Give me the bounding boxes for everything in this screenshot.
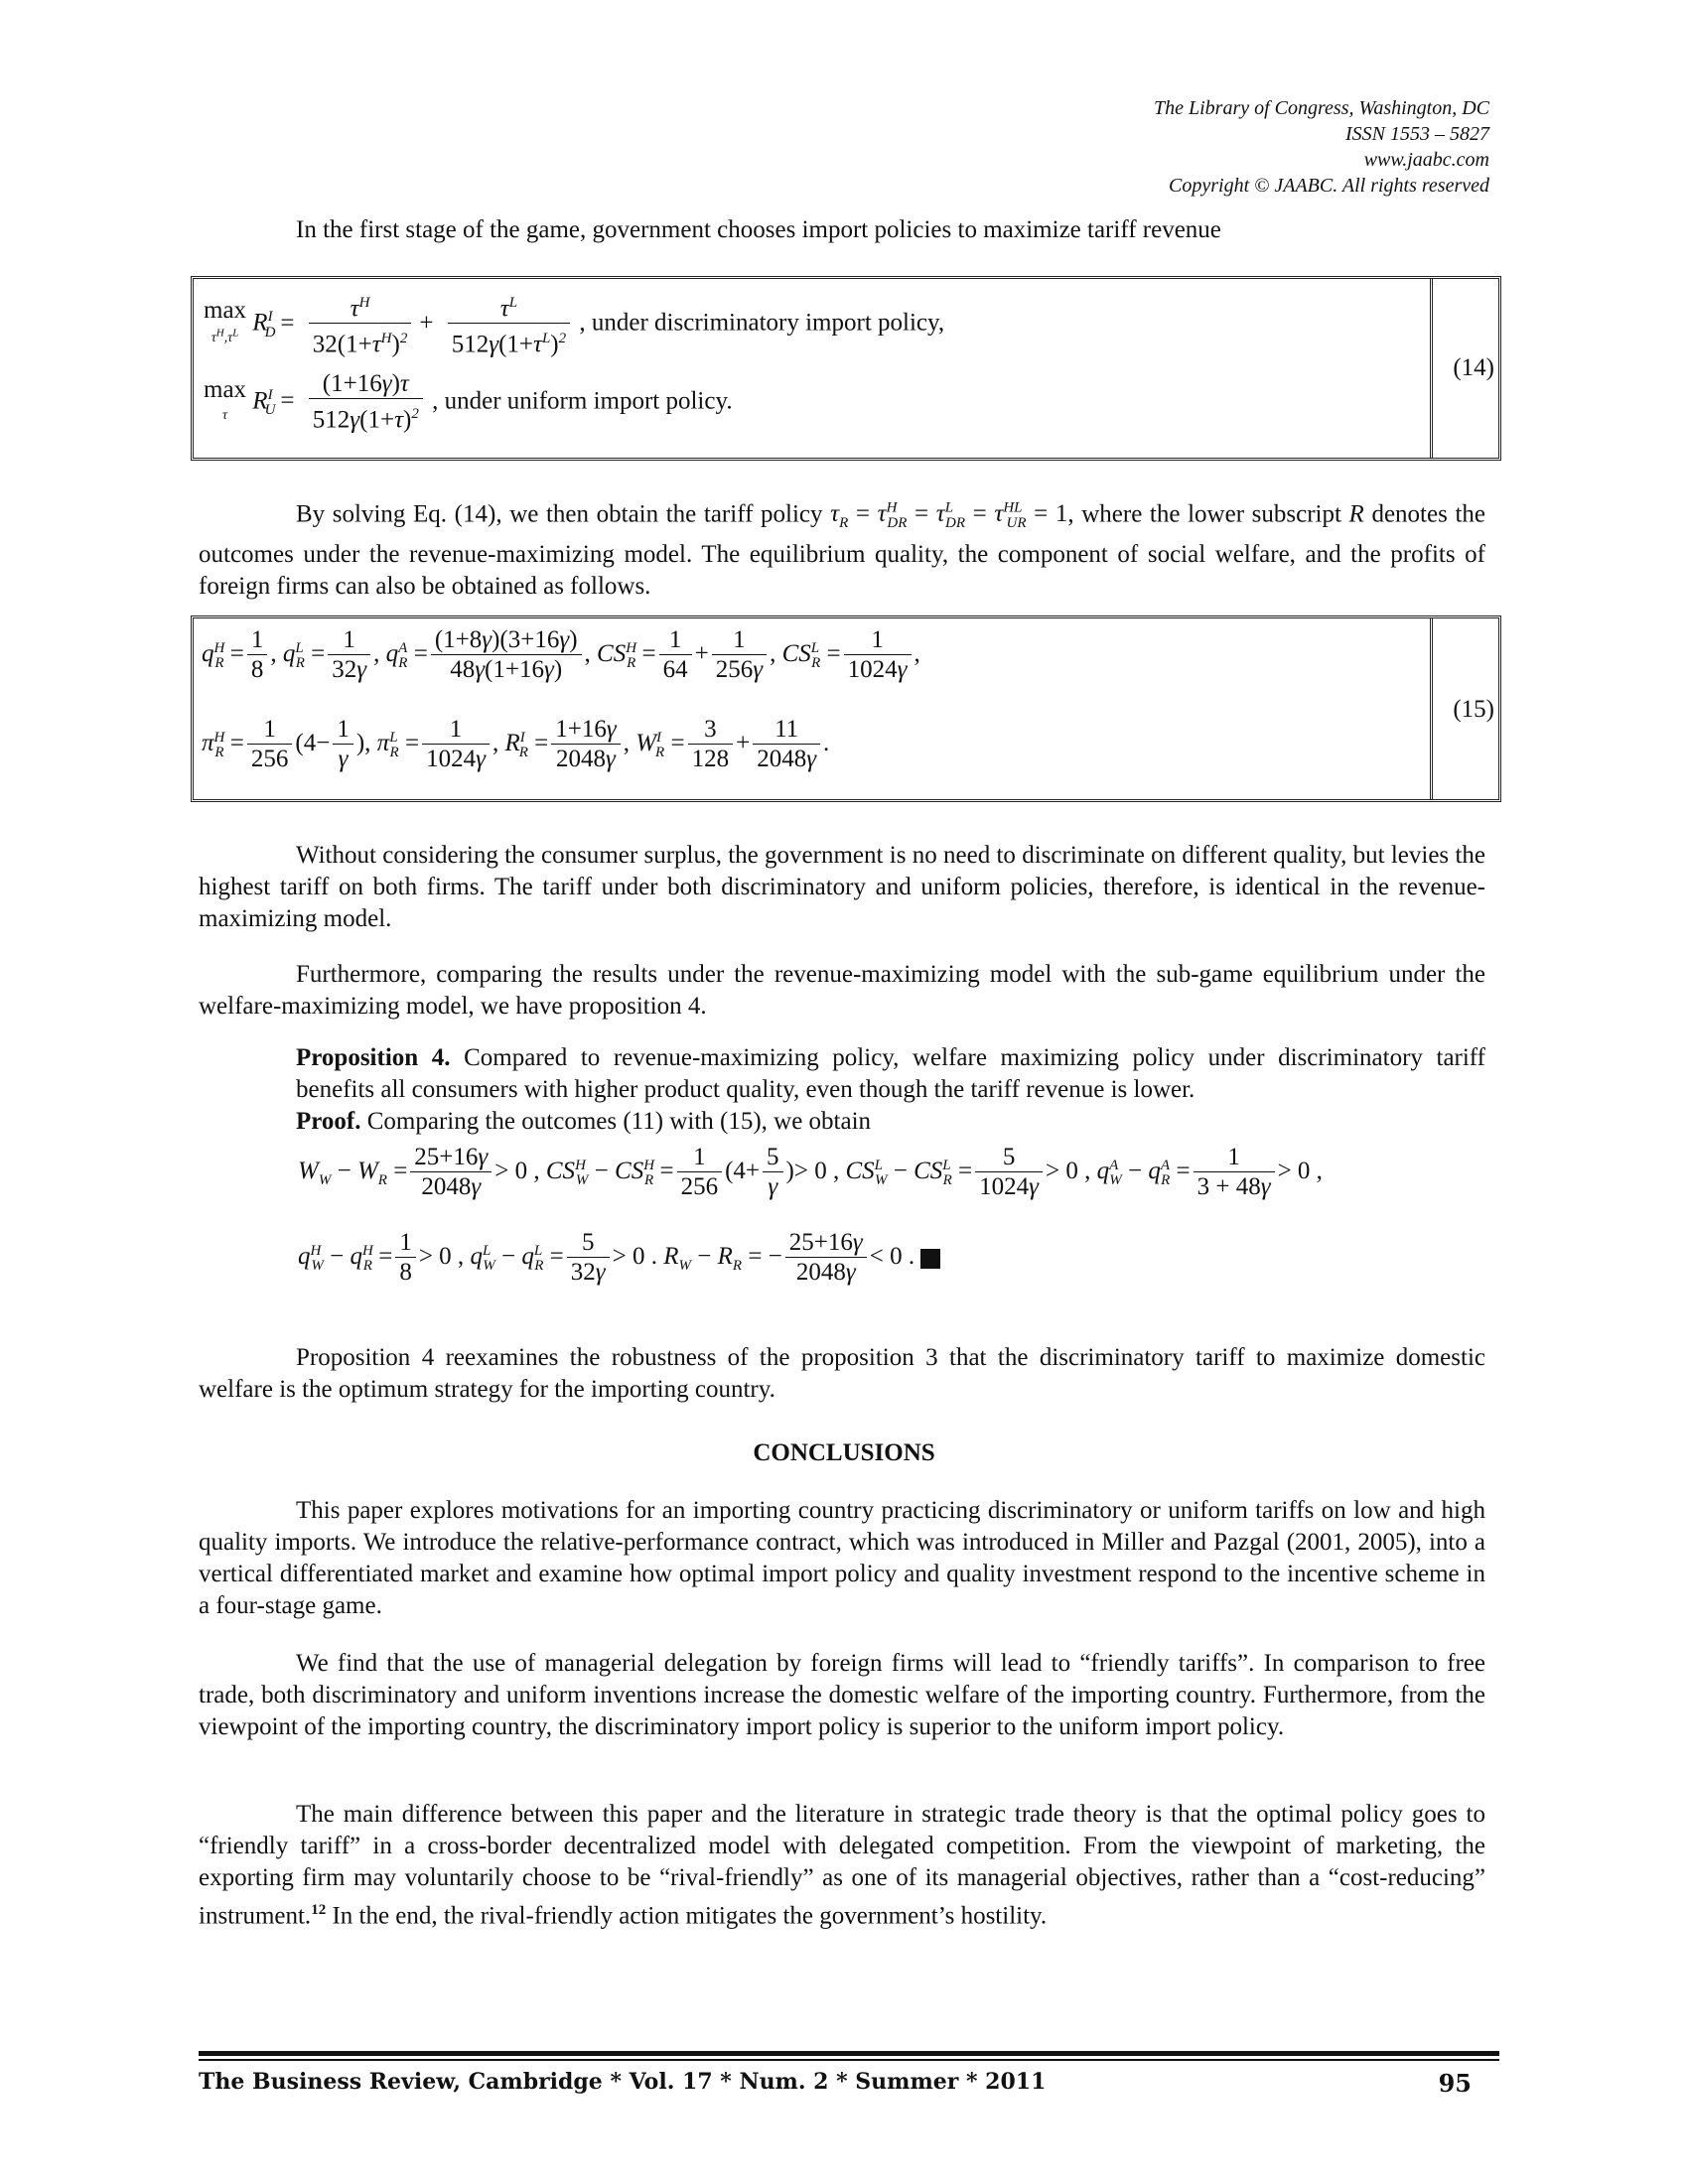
proof-inequalities-line-1: $W_W - W_R$ = $\frac{25+16\gamma}{2048\gamma}$ > 0 , $CS^H_W - CS^H_R$ = $\frac{1}{256}$ (4+ $\frac{5}{\gamma}$ )> 0 , $CS^L_W - CS^L_R$ = $\frac{5}{1024\gamma}$ > 0 , $q^A_W - q^A_R$ = $\frac{1}{3 + 48\gamma}$ > 0 , [298, 1144, 1323, 1200]
furthermore-paragraph: Furthermore, comparing the results under the revenue-maximizing model with the sub-game equilibrium under the welfare-maximizing model, we have proposition 4. [199, 961, 1485, 1020]
header-line-1: The Library of Congress, Washington, DC [1153, 97, 1489, 119]
header-line-2: ISSN 1553 – 5827 [1345, 123, 1489, 145]
conclusions-paragraph-1: This paper explores motivations for an importing country practicing discriminatory or uniform tariffs on low and high quality imports. We introduce the relative-performance contract, which was introduced in Miller and Pazgal (2001, 2005), into a vertical differentiated market and examine how optimal import policy and quality investment respond to the incentive scheme in a four-stage game. [199, 1497, 1485, 1619]
footnote-ref[interactable]: 12 [311, 1902, 327, 1918]
equation-14-line-2: max τ $R^I_U$ = $\frac{(1+16\gamma)\tau}{512\gamma(1+\tau)^2}$ , under uniform import policy. [204, 370, 733, 434]
equation-14-text-2: , under uniform import policy. [432, 387, 733, 415]
footer-rule-thick [199, 2051, 1499, 2056]
equation-15-number: (15) [1453, 696, 1494, 723]
proposition-4 [296, 1042, 1485, 1138]
footer-rule-thin [199, 2059, 1499, 2061]
solving-text-c: denotes the outcomes under the revenue-maximizing model. The equilibrium quality, the component of social welfare, and the profits of foreign firms can also be obtained as follows. [199, 500, 1485, 601]
conclusions-paragraph-3 [199, 1799, 1485, 1932]
header-line-3: www.jaabc.com [1363, 149, 1489, 171]
footer-journal: The Business Review, Cambridge * Vol. 17 * Num. 2 * Summer * 2011 [199, 2069, 1047, 2095]
proof-inequalities-line-2: $q^H_W - q^H_R$ = $\frac{1}{8}$ > 0 , $q^L_W - q^L_R$ = $\frac{5}{32\gamma}$ > 0 . $R_W - R_R$ = − $\frac{25+16\gamma}{2048\gamma}$ < 0 . [298, 1229, 940, 1288]
solving-text-a: By solving Eq. (14), we then obtain the tariff policy [296, 500, 823, 528]
equation-14-text-1: , under discriminatory import policy, [579, 309, 945, 337]
conclusions-paragraph-3-text-b: In the end, the rival-friendly action mitigates the government’s hostility. [326, 1902, 1048, 1930]
conclusions-paragraph-3-text-a: The main difference between this paper and the literature in strategic trade theory is that the optimal policy goes to “friendly tariff” in a cross-border decentralized model with delegated competition. From the viewpoint of marketing, the exporting firm may voluntarily choose to be “rival-friendly” as one of its managerial objectives, rather than a “cost-reducing” instrument. [199, 1801, 1485, 1930]
conclusions-heading: CONCLUSIONS [753, 1439, 935, 1466]
solving-text-b: , where the lower subscript [1067, 500, 1341, 528]
equation-15-box [191, 615, 1501, 802]
reexamine-paragraph: Proposition 4 reexamines the robustness of the proposition 3 that the discriminatory tariff to maximize domestic welfare is the optimum strategy for the importing country. [199, 1344, 1485, 1403]
journal-header [794, 95, 1489, 199]
qed-square-icon [920, 1249, 940, 1269]
conclusions-paragraph-2: We find that the use of managerial delegation by foreign firms will lead to “friendly tariffs”. In comparison to free trade, both discriminatory and uniform inventions increase the domestic welfare of the importing country. Furthermore, from the viewpoint of the importing country, the discriminatory import policy is superior to the uniform import policy. [199, 1650, 1485, 1740]
intro-paragraph: In the first stage of the game, government chooses import policies to maximize tariff revenue [296, 216, 1221, 243]
equation-15-line-1: $q^H_R$ = $\frac{1}{8}$ , $q^L_R$ = $\frac{1}{32\gamma}$ , $q^A_R$ = $\frac{(1+8\gamma)(3+16\gamma)}{48\gamma(1+16\gamma)}$ , $CS^H_R$ = $\frac{1}{64}$ + $\frac{1}{256\gamma}$ , $CS^L_R$ = $\frac{1}{1024\gamma}$ , [202, 626, 920, 683]
equation-14-line-1: max $\tau^H,\tau^L$ $R^I_D$ = $\frac{\tau^H}{32(1+\tau^H)^2}$ + $\frac{\tau^L}{512\gamma(1+\tau^L)^2}$ , under discriminatory import policy, [204, 289, 944, 360]
without-paragraph: Without considering the consumer surplus, the government is no need to discriminate on different quality, but levies the highest tariff on both firms. The tariff under both discriminatory and uniform policies, therefore, is identical in the revenue-maximizing model. [199, 842, 1485, 932]
solving-paragraph: By solving Eq. (14), we then obtain the tariff policy $\tau_R = \tau^H_{DR} = \tau^L_{DR} = \tau^{HL}_{UR} = 1$, where the lower subscript R denotes the outcomes under the revenue-maximizing model. The equilibrium quality, the component of social welfare, and the profits of foreign firms can also be obtained as follows. [199, 500, 1485, 601]
equation-14-number: (14) [1453, 354, 1494, 381]
proposition-4-text: Compared to revenue-maximizing policy, welfare maximizing policy under discriminatory tariff benefits all consumers with higher product quality, even though the tariff revenue is lower. [296, 1044, 1486, 1103]
equation-14-box [191, 276, 1501, 461]
equation-15-line-2: $\pi^H_R$ = $\frac{1}{256}$ (4− $\frac{1}{\gamma}$ ), $\pi^L_R$ = $\frac{1}{1024\gamma}$ , $R^I_R$ = $\frac{1+16\gamma}{2048\gamma}$ , $W^I_R$ = $\frac{3}{128}$ + $\frac{11}{2048\gamma}$ . [202, 716, 830, 772]
header-line-4: Copyright © JAABC. All rights reserved [1169, 175, 1489, 197]
proof-text: Comparing the outcomes (11) with (15), we obtain [360, 1108, 872, 1135]
proposition-4-label: Proposition 4. [296, 1044, 451, 1071]
page-number: 95 [1438, 2069, 1472, 2098]
proof-label: Proof. [296, 1108, 361, 1135]
